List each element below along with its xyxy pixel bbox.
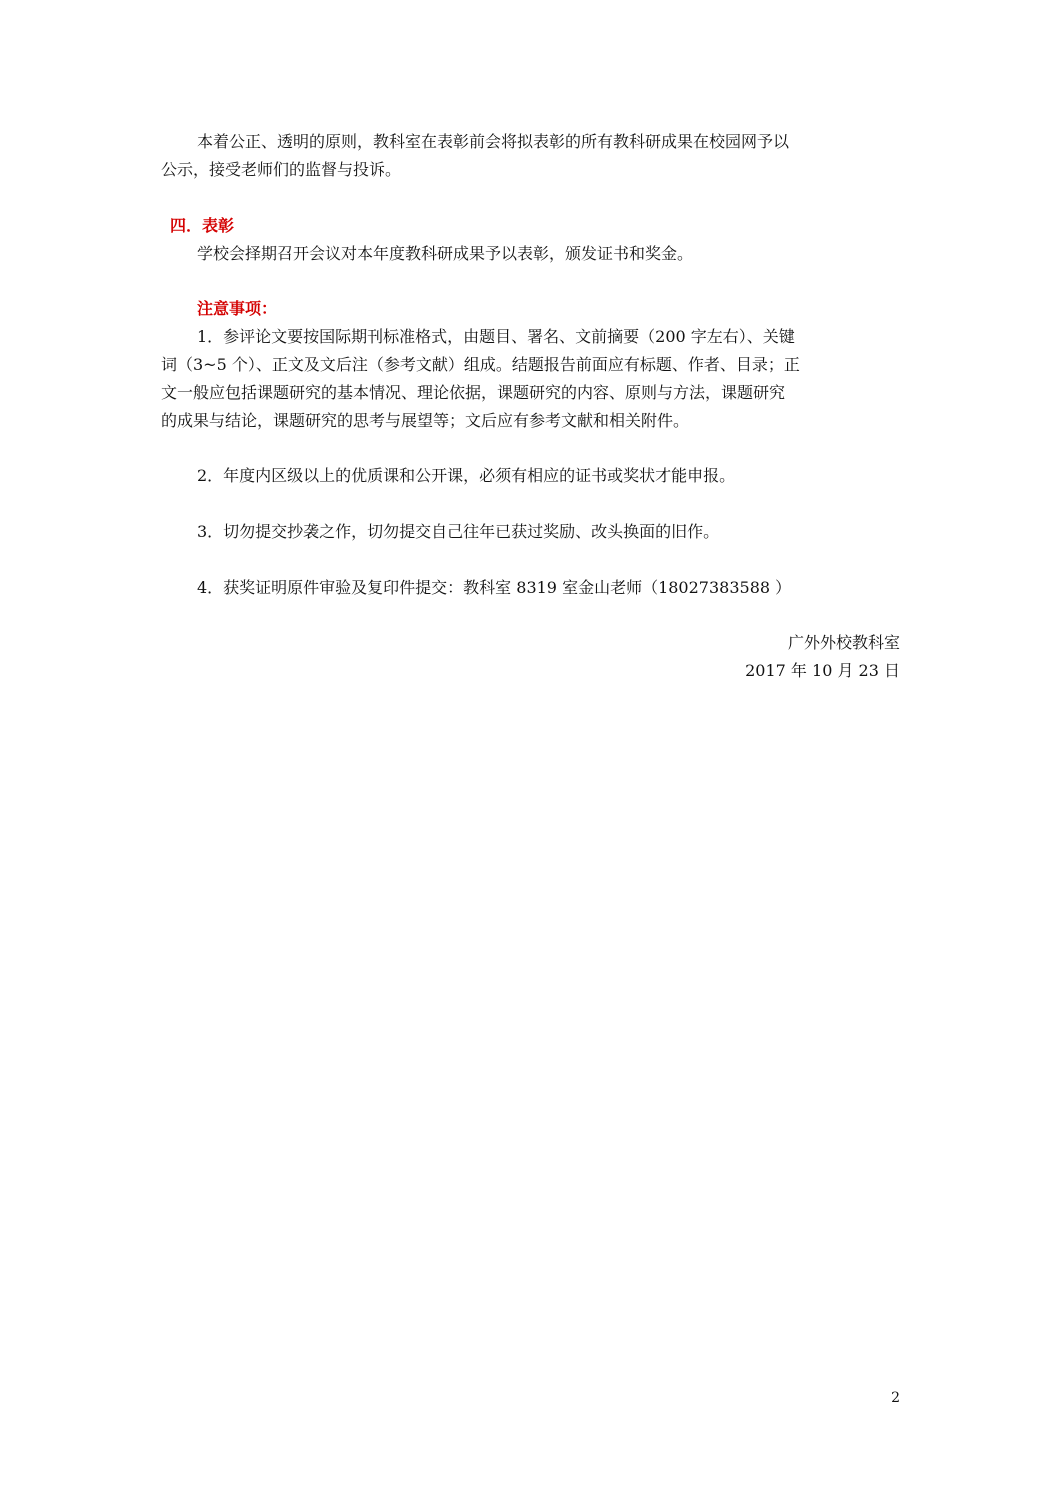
signature-org: 广外外校教科室 — [787, 633, 900, 652]
signature-date: 2017 年 10 月 23 日 — [745, 661, 900, 680]
note-1-line-1: 1．参评论文要按国际期刊标准格式，由题目、署名、文前摘要（200 字左右）、关键 — [197, 327, 795, 346]
commendation-body: 学校会择期召开会议对本年度教科研成果予以表彰，颁发证书和奖金。 — [197, 244, 694, 263]
note-4: 4．获奖证明原件审验及复印件提交：教科室 8319 室金山老师（18027383588 ） — [197, 578, 792, 597]
note-3: 3．切勿提交抄袭之作，切勿提交自己往年已获过奖励、改头换面的旧作。 — [197, 522, 720, 541]
note-1-line-4: 的成果与结论，课题研究的思考与展望等；文后应有参考文献和相关附件。 — [161, 411, 690, 430]
note-1-line-3: 文一般应包括课题研究的基本情况、理论依据，课题研究的内容、原则与方法，课题研究 — [161, 383, 786, 402]
page-number: 2 — [891, 1390, 900, 1406]
note-1-line-2: 词（3~5 个）、正文及文后注（参考文献）组成。结题报告前面应有标题、作者、目录；正 — [161, 355, 800, 374]
note-2: 2．年度内区级以上的优质课和公开课，必须有相应的证书或奖状才能申报。 — [197, 466, 736, 485]
section-heading-commendation: 四．表彰 — [170, 216, 235, 235]
intro-line-1: 本着公正、透明的原则，教科室在表彰前会将拟表彰的所有教科研成果在校园网予以 — [197, 132, 790, 151]
notes-heading: 注意事项： — [197, 299, 278, 318]
intro-line-2: 公示，接受老师们的监督与投诉。 — [161, 160, 402, 179]
